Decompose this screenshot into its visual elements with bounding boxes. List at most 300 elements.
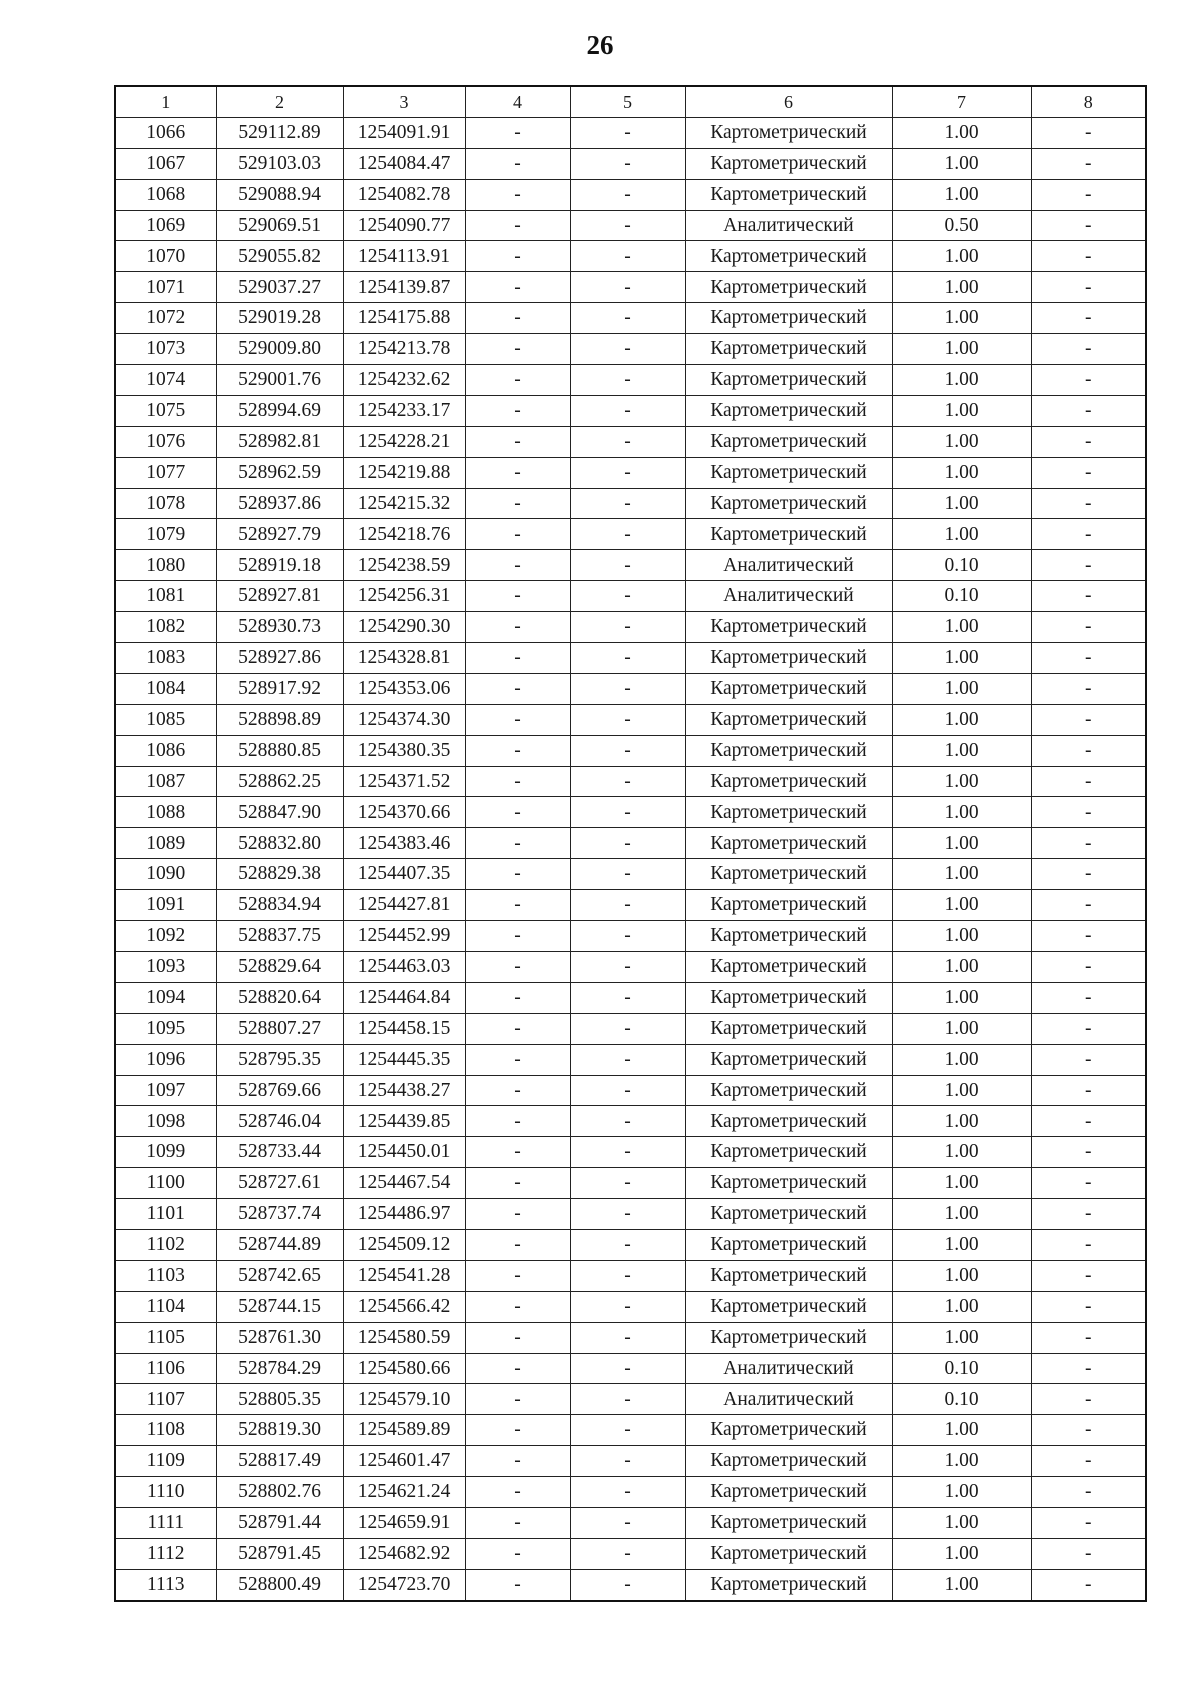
cell-column-8: - xyxy=(1031,550,1146,581)
table-row xyxy=(115,797,1146,828)
cell-y-coordinate: 1254682.92 xyxy=(343,1538,465,1569)
cell-column-8: - xyxy=(1031,643,1146,674)
cell-method: Аналитический xyxy=(685,1353,892,1384)
cell-column-8: - xyxy=(1031,365,1146,396)
cell-column-4: - xyxy=(465,179,570,210)
cell-x-coordinate: 528862.25 xyxy=(216,766,343,797)
cell-method: Картометрический xyxy=(685,612,892,643)
cell-y-coordinate: 1254467.54 xyxy=(343,1168,465,1199)
cell-column-4: - xyxy=(465,1538,570,1569)
cell-method: Картометрический xyxy=(685,766,892,797)
cell-column-4: - xyxy=(465,1260,570,1291)
cell-column-5: - xyxy=(570,921,685,952)
cell-point-number: 1099 xyxy=(115,1137,216,1168)
cell-accuracy: 1.00 xyxy=(892,241,1031,272)
cell-column-5: - xyxy=(570,890,685,921)
cell-column-4: - xyxy=(465,1229,570,1260)
cell-column-4: - xyxy=(465,1075,570,1106)
cell-column-4: - xyxy=(465,303,570,334)
cell-method: Картометрический xyxy=(685,982,892,1013)
cell-point-number: 1071 xyxy=(115,272,216,303)
table-row xyxy=(115,148,1146,179)
cell-column-4: - xyxy=(465,581,570,612)
cell-column-5: - xyxy=(570,673,685,704)
cell-point-number: 1066 xyxy=(115,117,216,148)
cell-accuracy: 1.00 xyxy=(892,735,1031,766)
cell-column-4: - xyxy=(465,241,570,272)
table-row xyxy=(115,581,1146,612)
cell-accuracy: 0.10 xyxy=(892,581,1031,612)
cell-column-5: - xyxy=(570,148,685,179)
cell-method: Картометрический xyxy=(685,148,892,179)
cell-accuracy: 1.00 xyxy=(892,1168,1031,1199)
cell-column-5: - xyxy=(570,365,685,396)
cell-y-coordinate: 1254213.78 xyxy=(343,334,465,365)
cell-accuracy: 1.00 xyxy=(892,982,1031,1013)
cell-column-4: - xyxy=(465,1013,570,1044)
cell-column-4: - xyxy=(465,797,570,828)
cell-accuracy: 1.00 xyxy=(892,797,1031,828)
cell-x-coordinate: 528791.45 xyxy=(216,1538,343,1569)
cell-x-coordinate: 528847.90 xyxy=(216,797,343,828)
cell-y-coordinate: 1254139.87 xyxy=(343,272,465,303)
table-row xyxy=(115,859,1146,890)
cell-method: Картометрический xyxy=(685,365,892,396)
cell-accuracy: 0.10 xyxy=(892,1384,1031,1415)
cell-accuracy: 0.50 xyxy=(892,210,1031,241)
table-row xyxy=(115,735,1146,766)
cell-y-coordinate: 1254458.15 xyxy=(343,1013,465,1044)
cell-column-4: - xyxy=(465,982,570,1013)
cell-y-coordinate: 1254370.66 xyxy=(343,797,465,828)
cell-column-4: - xyxy=(465,272,570,303)
cell-y-coordinate: 1254427.81 xyxy=(343,890,465,921)
cell-accuracy: 1.00 xyxy=(892,1013,1031,1044)
cell-x-coordinate: 528919.18 xyxy=(216,550,343,581)
cell-accuracy: 1.00 xyxy=(892,303,1031,334)
cell-point-number: 1107 xyxy=(115,1384,216,1415)
cell-x-coordinate: 528898.89 xyxy=(216,704,343,735)
cell-point-number: 1070 xyxy=(115,241,216,272)
cell-x-coordinate: 528742.65 xyxy=(216,1260,343,1291)
cell-y-coordinate: 1254228.21 xyxy=(343,426,465,457)
cell-accuracy: 1.00 xyxy=(892,488,1031,519)
cell-method: Картометрический xyxy=(685,179,892,210)
cell-column-4: - xyxy=(465,1168,570,1199)
table-row xyxy=(115,1106,1146,1137)
table-row xyxy=(115,1044,1146,1075)
cell-x-coordinate: 528727.61 xyxy=(216,1168,343,1199)
cell-column-8: - xyxy=(1031,612,1146,643)
cell-y-coordinate: 1254290.30 xyxy=(343,612,465,643)
cell-column-4: - xyxy=(465,828,570,859)
cell-column-8: - xyxy=(1031,488,1146,519)
cell-column-4: - xyxy=(465,1446,570,1477)
cell-column-8: - xyxy=(1031,1569,1146,1600)
cell-column-8: - xyxy=(1031,1477,1146,1508)
cell-point-number: 1106 xyxy=(115,1353,216,1384)
cell-column-8: - xyxy=(1031,272,1146,303)
cell-column-8: - xyxy=(1031,1322,1146,1353)
cell-column-5: - xyxy=(570,1538,685,1569)
cell-y-coordinate: 1254219.88 xyxy=(343,457,465,488)
cell-column-8: - xyxy=(1031,519,1146,550)
cell-y-coordinate: 1254580.59 xyxy=(343,1322,465,1353)
cell-column-5: - xyxy=(570,179,685,210)
cell-accuracy: 1.00 xyxy=(892,1569,1031,1600)
cell-column-4: - xyxy=(465,1199,570,1230)
cell-point-number: 1087 xyxy=(115,766,216,797)
cell-column-4: - xyxy=(465,766,570,797)
cell-column-8: - xyxy=(1031,581,1146,612)
cell-y-coordinate: 1254589.89 xyxy=(343,1415,465,1446)
cell-x-coordinate: 528930.73 xyxy=(216,612,343,643)
cell-column-8: - xyxy=(1031,1199,1146,1230)
cell-point-number: 1076 xyxy=(115,426,216,457)
cell-method: Картометрический xyxy=(685,1137,892,1168)
cell-y-coordinate: 1254328.81 xyxy=(343,643,465,674)
cell-column-4: - xyxy=(465,1322,570,1353)
table-row xyxy=(115,1507,1146,1538)
cell-point-number: 1108 xyxy=(115,1415,216,1446)
cell-column-8: - xyxy=(1031,828,1146,859)
cell-column-8: - xyxy=(1031,859,1146,890)
cell-column-5: - xyxy=(570,272,685,303)
table-row xyxy=(115,1415,1146,1446)
cell-point-number: 1080 xyxy=(115,550,216,581)
cell-column-5: - xyxy=(570,982,685,1013)
column-header-6: 6 xyxy=(685,86,892,117)
cell-column-8: - xyxy=(1031,1137,1146,1168)
cell-point-number: 1086 xyxy=(115,735,216,766)
cell-column-5: - xyxy=(570,766,685,797)
cell-column-8: - xyxy=(1031,1353,1146,1384)
cell-x-coordinate: 528802.76 xyxy=(216,1477,343,1508)
table-row xyxy=(115,241,1146,272)
cell-method: Картометрический xyxy=(685,272,892,303)
cell-column-5: - xyxy=(570,1353,685,1384)
cell-column-5: - xyxy=(570,1013,685,1044)
cell-accuracy: 1.00 xyxy=(892,1415,1031,1446)
cell-point-number: 1082 xyxy=(115,612,216,643)
cell-y-coordinate: 1254486.97 xyxy=(343,1199,465,1230)
cell-column-4: - xyxy=(465,921,570,952)
table-row xyxy=(115,890,1146,921)
cell-method: Картометрический xyxy=(685,519,892,550)
cell-y-coordinate: 1254215.32 xyxy=(343,488,465,519)
table-row xyxy=(115,982,1146,1013)
cell-column-5: - xyxy=(570,1507,685,1538)
cell-column-5: - xyxy=(570,303,685,334)
table-row xyxy=(115,1168,1146,1199)
cell-column-5: - xyxy=(570,1168,685,1199)
cell-method: Картометрический xyxy=(685,951,892,982)
cell-accuracy: 1.00 xyxy=(892,1291,1031,1322)
cell-point-number: 1085 xyxy=(115,704,216,735)
cell-x-coordinate: 528800.49 xyxy=(216,1569,343,1600)
cell-column-8: - xyxy=(1031,1507,1146,1538)
cell-accuracy: 1.00 xyxy=(892,766,1031,797)
column-header-1: 1 xyxy=(115,86,216,117)
cell-column-8: - xyxy=(1031,1260,1146,1291)
cell-point-number: 1068 xyxy=(115,179,216,210)
cell-method: Картометрический xyxy=(685,117,892,148)
cell-y-coordinate: 1254374.30 xyxy=(343,704,465,735)
cell-x-coordinate: 528820.64 xyxy=(216,982,343,1013)
cell-column-8: - xyxy=(1031,334,1146,365)
cell-column-8: - xyxy=(1031,890,1146,921)
cell-point-number: 1073 xyxy=(115,334,216,365)
table-row xyxy=(115,1137,1146,1168)
cell-column-8: - xyxy=(1031,951,1146,982)
cell-column-5: - xyxy=(570,457,685,488)
cell-accuracy: 1.00 xyxy=(892,519,1031,550)
cell-x-coordinate: 528744.15 xyxy=(216,1291,343,1322)
cell-point-number: 1084 xyxy=(115,673,216,704)
cell-column-5: - xyxy=(570,1199,685,1230)
table-row xyxy=(115,1384,1146,1415)
cell-column-4: - xyxy=(465,1477,570,1508)
cell-accuracy: 1.00 xyxy=(892,148,1031,179)
cell-x-coordinate: 528807.27 xyxy=(216,1013,343,1044)
table-row xyxy=(115,828,1146,859)
cell-method: Картометрический xyxy=(685,426,892,457)
cell-column-5: - xyxy=(570,1477,685,1508)
cell-method: Картометрический xyxy=(685,890,892,921)
table-row xyxy=(115,921,1146,952)
cell-column-5: - xyxy=(570,395,685,426)
cell-column-8: - xyxy=(1031,797,1146,828)
cell-column-5: - xyxy=(570,1569,685,1600)
cell-x-coordinate: 528834.94 xyxy=(216,890,343,921)
cell-column-4: - xyxy=(465,1044,570,1075)
cell-accuracy: 1.00 xyxy=(892,1075,1031,1106)
cell-y-coordinate: 1254383.46 xyxy=(343,828,465,859)
cell-x-coordinate: 528917.92 xyxy=(216,673,343,704)
cell-column-4: - xyxy=(465,1569,570,1600)
cell-column-5: - xyxy=(570,797,685,828)
cell-column-5: - xyxy=(570,1229,685,1260)
cell-x-coordinate: 528829.64 xyxy=(216,951,343,982)
cell-column-5: - xyxy=(570,241,685,272)
cell-column-8: - xyxy=(1031,766,1146,797)
cell-method: Картометрический xyxy=(685,859,892,890)
cell-y-coordinate: 1254113.91 xyxy=(343,241,465,272)
cell-y-coordinate: 1254238.59 xyxy=(343,550,465,581)
cell-column-4: - xyxy=(465,735,570,766)
cell-column-4: - xyxy=(465,1415,570,1446)
cell-y-coordinate: 1254407.35 xyxy=(343,859,465,890)
cell-point-number: 1092 xyxy=(115,921,216,952)
cell-method: Картометрический xyxy=(685,395,892,426)
cell-column-4: - xyxy=(465,148,570,179)
cell-column-5: - xyxy=(570,581,685,612)
cell-column-4: - xyxy=(465,1507,570,1538)
cell-accuracy: 1.00 xyxy=(892,612,1031,643)
cell-y-coordinate: 1254541.28 xyxy=(343,1260,465,1291)
cell-x-coordinate: 529019.28 xyxy=(216,303,343,334)
cell-y-coordinate: 1254218.76 xyxy=(343,519,465,550)
cell-accuracy: 1.00 xyxy=(892,117,1031,148)
cell-column-5: - xyxy=(570,1384,685,1415)
cell-x-coordinate: 529103.03 xyxy=(216,148,343,179)
cell-column-8: - xyxy=(1031,1384,1146,1415)
cell-accuracy: 1.00 xyxy=(892,828,1031,859)
table-row xyxy=(115,1353,1146,1384)
cell-y-coordinate: 1254450.01 xyxy=(343,1137,465,1168)
table-row xyxy=(115,426,1146,457)
cell-method: Картометрический xyxy=(685,334,892,365)
cell-x-coordinate: 528819.30 xyxy=(216,1415,343,1446)
cell-accuracy: 1.00 xyxy=(892,643,1031,674)
cell-column-4: - xyxy=(465,612,570,643)
cell-y-coordinate: 1254659.91 xyxy=(343,1507,465,1538)
cell-y-coordinate: 1254579.10 xyxy=(343,1384,465,1415)
cell-accuracy: 1.00 xyxy=(892,395,1031,426)
cell-column-8: - xyxy=(1031,673,1146,704)
cell-column-5: - xyxy=(570,488,685,519)
cell-point-number: 1104 xyxy=(115,1291,216,1322)
cell-x-coordinate: 528737.74 xyxy=(216,1199,343,1230)
cell-y-coordinate: 1254371.52 xyxy=(343,766,465,797)
table-row xyxy=(115,117,1146,148)
table-row xyxy=(115,1229,1146,1260)
cell-point-number: 1094 xyxy=(115,982,216,1013)
cell-column-5: - xyxy=(570,951,685,982)
cell-column-4: - xyxy=(465,457,570,488)
cell-method: Картометрический xyxy=(685,673,892,704)
cell-column-5: - xyxy=(570,550,685,581)
cell-point-number: 1111 xyxy=(115,1507,216,1538)
cell-column-5: - xyxy=(570,1446,685,1477)
cell-point-number: 1088 xyxy=(115,797,216,828)
cell-x-coordinate: 529037.27 xyxy=(216,272,343,303)
cell-method: Картометрический xyxy=(685,1322,892,1353)
cell-point-number: 1069 xyxy=(115,210,216,241)
cell-accuracy: 1.00 xyxy=(892,1477,1031,1508)
cell-y-coordinate: 1254380.35 xyxy=(343,735,465,766)
page-number: 26 xyxy=(586,30,614,60)
cell-point-number: 1083 xyxy=(115,643,216,674)
cell-method: Картометрический xyxy=(685,828,892,859)
cell-method: Картометрический xyxy=(685,241,892,272)
cell-accuracy: 1.00 xyxy=(892,1044,1031,1075)
cell-y-coordinate: 1254621.24 xyxy=(343,1477,465,1508)
cell-point-number: 1091 xyxy=(115,890,216,921)
cell-column-4: - xyxy=(465,426,570,457)
cell-x-coordinate: 528837.75 xyxy=(216,921,343,952)
cell-point-number: 1105 xyxy=(115,1322,216,1353)
cell-column-8: - xyxy=(1031,1229,1146,1260)
cell-point-number: 1112 xyxy=(115,1538,216,1569)
cell-column-8: - xyxy=(1031,1013,1146,1044)
cell-x-coordinate: 528927.81 xyxy=(216,581,343,612)
cell-column-5: - xyxy=(570,859,685,890)
cell-x-coordinate: 529088.94 xyxy=(216,179,343,210)
table-row xyxy=(115,395,1146,426)
cell-point-number: 1077 xyxy=(115,457,216,488)
cell-point-number: 1102 xyxy=(115,1229,216,1260)
cell-column-5: - xyxy=(570,1415,685,1446)
cell-column-8: - xyxy=(1031,921,1146,952)
cell-method: Картометрический xyxy=(685,303,892,334)
column-header-7: 7 xyxy=(892,86,1031,117)
cell-column-8: - xyxy=(1031,704,1146,735)
cell-point-number: 1095 xyxy=(115,1013,216,1044)
cell-method: Картометрический xyxy=(685,1446,892,1477)
cell-column-5: - xyxy=(570,1075,685,1106)
cell-x-coordinate: 529009.80 xyxy=(216,334,343,365)
cell-column-5: - xyxy=(570,828,685,859)
table-row xyxy=(115,1322,1146,1353)
cell-y-coordinate: 1254232.62 xyxy=(343,365,465,396)
cell-column-4: - xyxy=(465,890,570,921)
table-row xyxy=(115,1013,1146,1044)
cell-point-number: 1089 xyxy=(115,828,216,859)
cell-point-number: 1097 xyxy=(115,1075,216,1106)
cell-y-coordinate: 1254353.06 xyxy=(343,673,465,704)
cell-method: Аналитический xyxy=(685,550,892,581)
table-row xyxy=(115,457,1146,488)
table-row xyxy=(115,303,1146,334)
table-row xyxy=(115,1291,1146,1322)
cell-y-coordinate: 1254509.12 xyxy=(343,1229,465,1260)
column-header-2: 2 xyxy=(216,86,343,117)
cell-x-coordinate: 528746.04 xyxy=(216,1106,343,1137)
cell-accuracy: 1.00 xyxy=(892,1538,1031,1569)
cell-x-coordinate: 528994.69 xyxy=(216,395,343,426)
cell-y-coordinate: 1254090.77 xyxy=(343,210,465,241)
cell-point-number: 1098 xyxy=(115,1106,216,1137)
cell-method: Картометрический xyxy=(685,797,892,828)
cell-column-8: - xyxy=(1031,426,1146,457)
cell-column-8: - xyxy=(1031,1106,1146,1137)
table-row xyxy=(115,673,1146,704)
column-header-4: 4 xyxy=(465,86,570,117)
cell-column-4: - xyxy=(465,1137,570,1168)
cell-column-4: - xyxy=(465,1106,570,1137)
cell-column-8: - xyxy=(1031,1538,1146,1569)
cell-accuracy: 1.00 xyxy=(892,859,1031,890)
cell-x-coordinate: 529001.76 xyxy=(216,365,343,396)
table-row xyxy=(115,1260,1146,1291)
cell-column-5: - xyxy=(570,1260,685,1291)
cell-x-coordinate: 528817.49 xyxy=(216,1446,343,1477)
cell-x-coordinate: 528791.44 xyxy=(216,1507,343,1538)
cell-column-5: - xyxy=(570,210,685,241)
cell-x-coordinate: 528880.85 xyxy=(216,735,343,766)
cell-method: Картометрический xyxy=(685,1044,892,1075)
cell-x-coordinate: 529055.82 xyxy=(216,241,343,272)
cell-method: Картометрический xyxy=(685,1507,892,1538)
cell-column-8: - xyxy=(1031,179,1146,210)
table-row xyxy=(115,365,1146,396)
table-row xyxy=(115,488,1146,519)
cell-column-5: - xyxy=(570,704,685,735)
table-row xyxy=(115,951,1146,982)
cell-column-8: - xyxy=(1031,210,1146,241)
cell-accuracy: 1.00 xyxy=(892,890,1031,921)
cell-method: Картометрический xyxy=(685,1229,892,1260)
cell-x-coordinate: 528733.44 xyxy=(216,1137,343,1168)
cell-accuracy: 1.00 xyxy=(892,1229,1031,1260)
cell-column-4: - xyxy=(465,117,570,148)
cell-method: Картометрический xyxy=(685,1168,892,1199)
table-row xyxy=(115,1446,1146,1477)
cell-accuracy: 1.00 xyxy=(892,704,1031,735)
cell-point-number: 1072 xyxy=(115,303,216,334)
cell-y-coordinate: 1254601.47 xyxy=(343,1446,465,1477)
